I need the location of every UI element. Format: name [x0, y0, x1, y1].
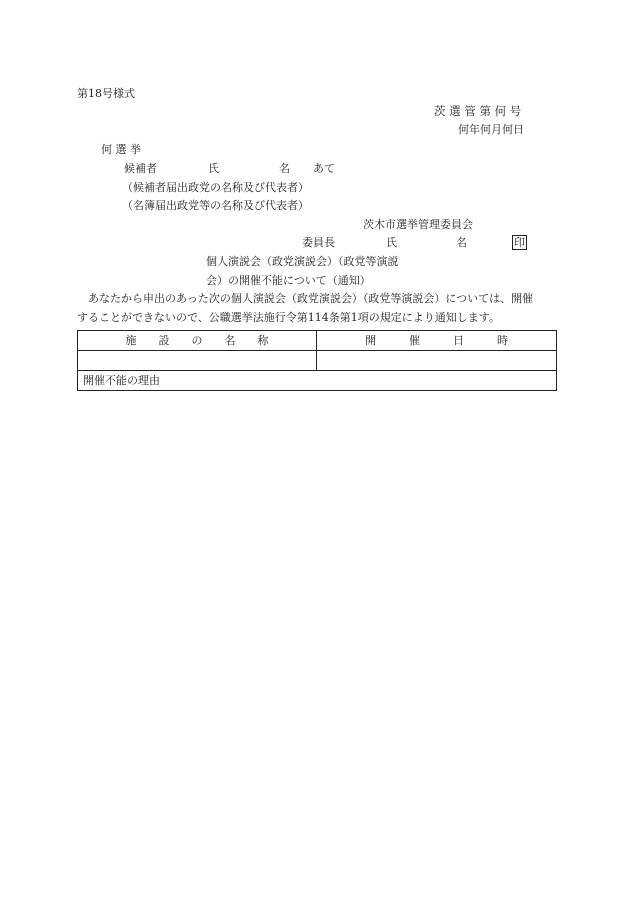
- sender-family-name: 氏: [386, 236, 397, 249]
- body-line-2: することができないので、公職選挙法施行令第114条第1項の規定により通知します。: [77, 311, 500, 324]
- recipient-suffix: あて: [313, 162, 335, 175]
- reason-label: 開催不能の理由: [78, 371, 557, 391]
- sender-organization: 茨木市選挙管理委員会: [363, 218, 473, 231]
- document-date: 何年何月何日: [458, 123, 524, 136]
- recipient-given-name: 名: [279, 162, 290, 175]
- recipient-family-name: 氏: [208, 162, 219, 175]
- sender-given-name: 名: [456, 236, 467, 249]
- seal-mark: [512, 235, 527, 250]
- recipient-party-line-1: （候補者届出政党の名称及び代表者）: [122, 181, 309, 194]
- facility-name-cell: [78, 351, 317, 371]
- facility-table: [77, 330, 557, 391]
- facility-name-header: 施 設 の 名 称: [78, 331, 317, 351]
- seal-text: 印: [514, 236, 525, 249]
- table-row: [78, 351, 557, 371]
- recipient-role: 候補者: [124, 162, 157, 175]
- subject-line-1: 個人演説会（政党演説会）（政党等演説: [206, 255, 399, 268]
- form-label: 第18号様式: [77, 87, 135, 100]
- table-header-row: [78, 331, 557, 351]
- document-number: 茨 選 管 第 何 号: [434, 104, 522, 118]
- body-line-1: あなたから申出のあった次の個人演説会（政党演説会）（政党等演説会）については、開催: [88, 292, 534, 305]
- reason-row: [78, 371, 557, 391]
- date-time-cell: [317, 351, 557, 371]
- election-name: 何 選 挙: [101, 143, 141, 156]
- date-time-header: 開 催 日 時: [317, 331, 557, 351]
- subject-line-2: 会）の開催不能について（通知）: [206, 274, 371, 287]
- sender-title: 委員長: [302, 236, 335, 249]
- recipient-party-line-2: （名簿届出政党等の名称及び代表者）: [122, 199, 309, 212]
